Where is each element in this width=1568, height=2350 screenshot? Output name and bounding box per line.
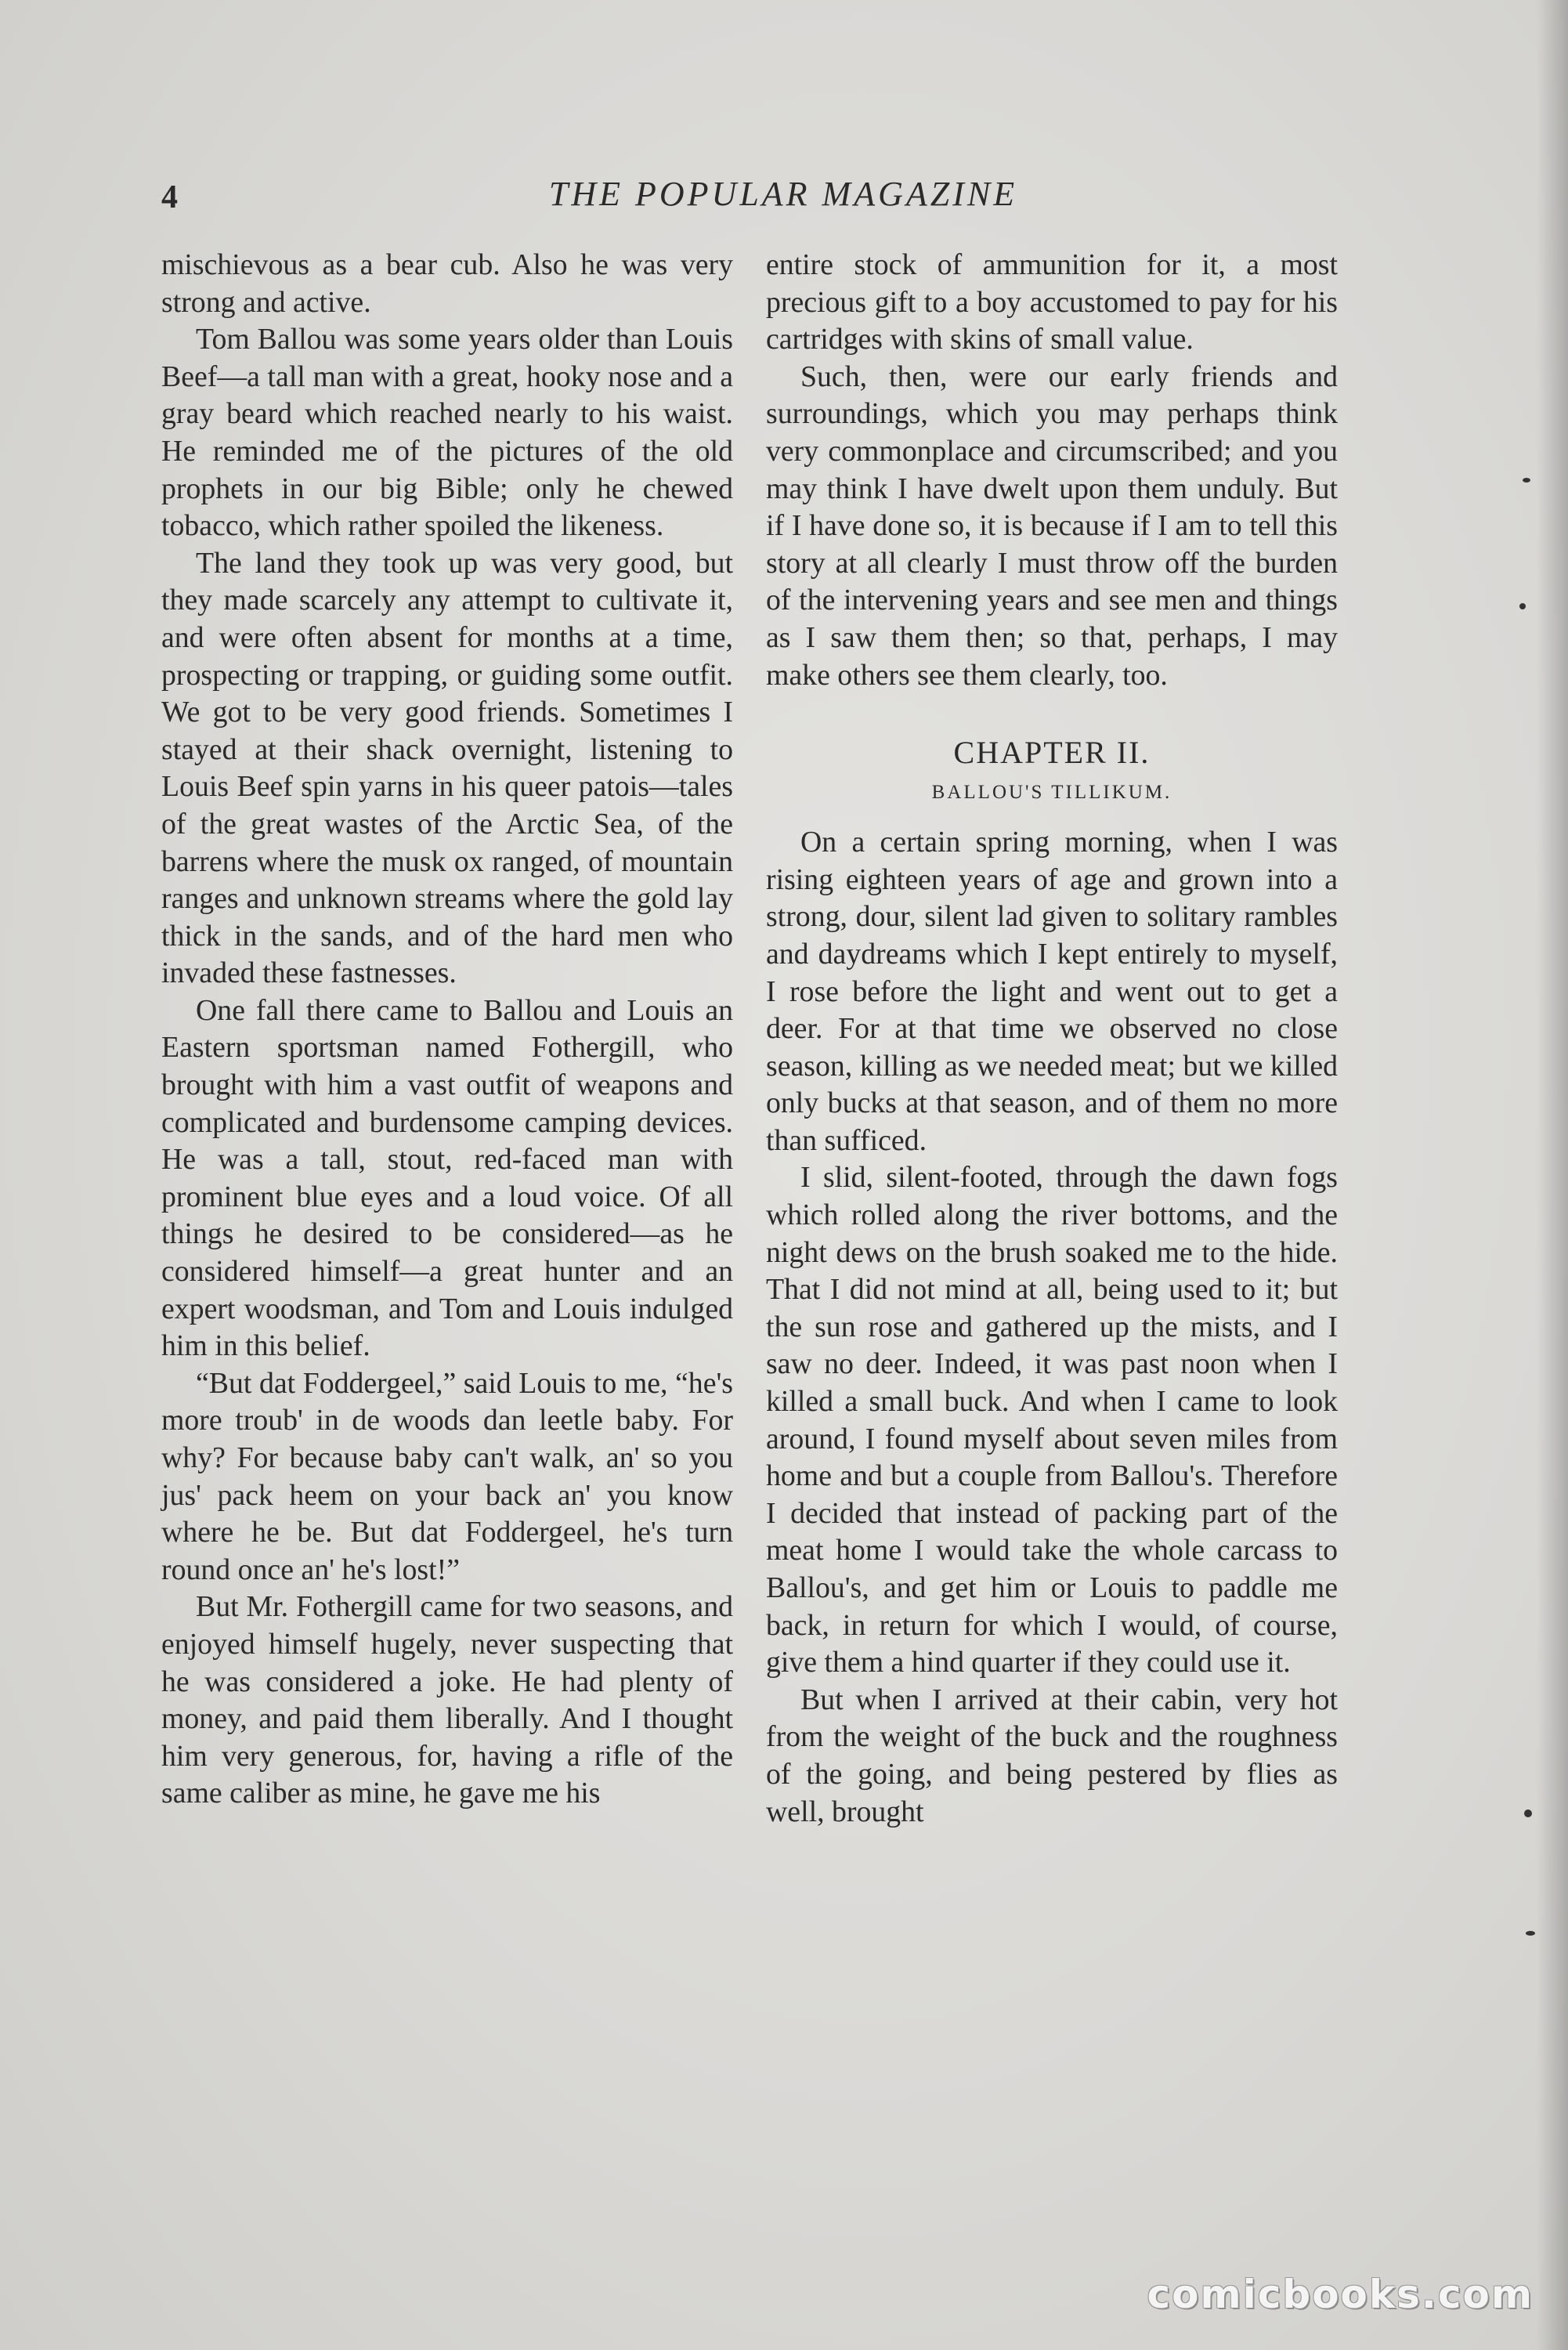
paragraph: The land they took up was very good, but they made scarcely any attempt to cultivate it, and were often absent for months at a time, prospecting or trapping, or guiding some outfit. We got to be very good friends. Sometimes I stayed at their shack overnight, listening to Louis Beef spin yarns in his queer patois—tales of the great wastes of the Arctic Sea, of the barrens where the musk ox ranged, of mountain ranges and unknown streams where the gold lay thick in the sands, and of the hard men who invaded these fastnesses. xyxy=(161,546,733,990)
paragraph: I slid, silent-footed, through the dawn fogs which rolled along the river bottoms, and the night dews on the brush soaked me to the hide. That I did not mind at all, being used to it; but the sun rose and gathered up the mists, and I saw no deer. Indeed, it was past noon when I killed a small buck. And when I came to look around, I found myself about seven miles from home and but a couple from Ballou's. Therefore I decided that instead of packing part of the meat home I would take the whole carcass to Ballou's, and get him or Louis to paddle me back, in return for which I would, of course, give them a hind quarter if they could use it. xyxy=(766,1161,1338,1679)
paragraph: But when I arrived at their cabin, very hot from the weight of the buck and the roughness of the going, and being pestered by flies as well, brought xyxy=(766,1683,1338,1828)
paragraph: But Mr. Fothergill came for two seasons, and enjoyed himself hugely, never suspecting that he was considered a joke. He had plenty of money, and paid them liberally. And I thought him very generous, for, having a rifle of the same caliber as mine, he gave me his xyxy=(161,1590,733,1810)
paragraph: One fall there came to Ballou and Louis an Eastern sportsman named Fothergill, who brought with him a vast outfit of weapons and complicated and burdensome camping devices. He was a tall, stout, red-faced man with prominent blue eyes and a loud voice. Of all things he desired to be considered—as he considered himself—a great hunter and an expert woodsman, and Tom and Louis indulged him in this belief. xyxy=(161,993,733,1363)
paragraph: “But dat Foddergeel,” said Louis to me, “he's more troub' in de woods dan leetle baby. For why? For because baby can't walk, an' so you jus' pack heem on your back an' you know where he be. But dat Foddergeel, he's turn round once an' he's lost!” xyxy=(161,1366,733,1586)
page-edge-shadow xyxy=(1537,0,1568,2350)
watermark-logo: comicbooks.com xyxy=(1147,2272,1534,2317)
page-number: 4 xyxy=(161,179,178,215)
paper-speck xyxy=(1519,603,1526,609)
chapter-title: CHAPTER II. xyxy=(953,735,1151,771)
right-column xyxy=(766,247,1338,2111)
paragraph: Tom Ballou was some years older than Louis Beef—a tall man with a great, hooky nose and a gray beard which reached nearly to his waist. He reminded me of the pictures of the old prophets in our big Bible; only he chewed tobacco, which rather spoiled the likeness. xyxy=(161,323,733,543)
chapter-subtitle: BALLOU'S TILLIKUM. xyxy=(931,782,1172,804)
running-head: THE POPULAR MAGAZINE xyxy=(548,175,1018,213)
paragraph: On a certain spring morning, when I was rising eighteen years of age and grown into a strong, dour, silent lad given to solitary rambles and daydreams which I kept entirely to myself, I rose before the light and went out to get a deer. For at that time we observed no close season, killing as we needed meat; but we killed only bucks at that season, and of them no more than sufficed. xyxy=(766,826,1338,1157)
paragraph: Such, then, were our early friends and surroundings, which you may perhaps think very commonplace and circumscribed; and you may think I have dwelt upon them unduly. But if I have done so, it is because if I am to tell this story at all clearly I must throw off the burden of the intervening years and see men and things as I saw them then; so that, perhaps, I may make others see them clearly, too. xyxy=(766,360,1338,692)
paragraph: mischievous as a bear cub. Also he was very strong and active. xyxy=(161,248,733,319)
paper-speck xyxy=(1526,1931,1535,1936)
paper-speck xyxy=(1523,478,1530,483)
left-column xyxy=(161,247,733,2111)
paragraph: entire stock of ammunition for it, a most precious gift to a boy accustomed to pay for his cartridges with skins of small value. xyxy=(766,248,1338,356)
paper-speck xyxy=(1524,1810,1532,1817)
